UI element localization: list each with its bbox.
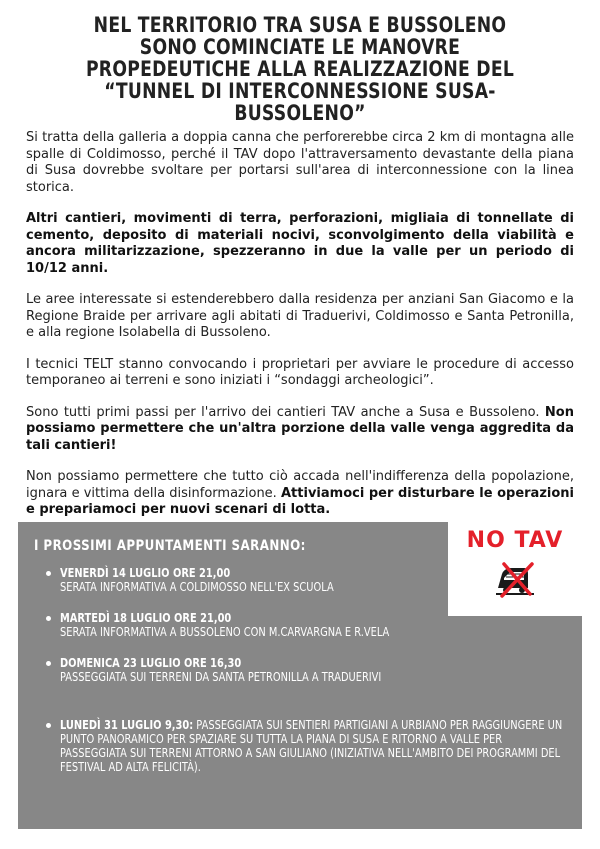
appointment-what: PASSEGGIATA SUI TERRENI DA SANTA PETRONILLA A TRADUERIVI <box>60 670 382 684</box>
appointment-when: DOMENICA 23 LUGLIO ORE 16,30 <box>60 656 242 670</box>
paragraph-1: Si tratta della galleria a doppia canna che perforerebbe circa 2 km di montagna alle spalle di Coldimosso, perché il TAV dopo l'attraversamento devastante della piana di Susa dovrebbe svoltare per portarsi sull'area di interconnessione con la linea storica. <box>26 130 574 195</box>
paragraph-6 <box>26 469 574 519</box>
list-item <box>38 718 568 774</box>
appointment-text <box>60 718 568 774</box>
paragraph-3: Le aree interessate si estenderebbero dalla residenza per anziani San Giacomo e la Regione Braide per arrivare agli abitati di Traduerivi, Coldimosso e Santa Petronilla, e alla regione Isolabella di Bussoleno. <box>26 292 574 340</box>
appointments-list <box>38 566 568 774</box>
bullet-icon <box>46 616 51 621</box>
paragraph-6-normal: Non possiamo permettere che tutto ciò accada nell'indifferenza della popolazione, ignara e vittima della disinformazione. <box>26 469 574 501</box>
paragraph-2 <box>26 211 574 277</box>
paragraph-5 <box>26 405 574 455</box>
page-title: NEL TERRITORIO TRA SUSA E BUSSOLENO SONO COMINCIATE LE MANOVRE PROPEDEUTICHE ALLA REALIZZAZIONE DEL “TUNNEL DI INTERCONNESSIONE SUSA-BUSSOLENO” <box>85 13 515 125</box>
list-item <box>38 656 568 684</box>
appointment-when: VENERDÌ 14 LUGLIO ORE 21,00 <box>60 566 231 580</box>
paragraph-6-bold: Attiviamoci per disturbare le operazioni e prepariamoci per nuovi scenari di lotta. <box>26 485 574 517</box>
bullet-icon <box>46 571 51 576</box>
bullet-icon <box>46 661 51 666</box>
appointment-when: LUNEDÌ 31 LUGLIO 9,30: <box>60 718 194 732</box>
paragraph-5-bold: Non possiamo permettere che un'altra porzione della valle venga aggredita da tali cantieri! <box>26 404 574 453</box>
appointment-what: SERATA INFORMATIVA A BUSSOLENO CON M.CARVARGNA E R.VELA <box>60 625 390 639</box>
paragraph-2-bold: Altri cantieri, movimenti di terra, perforazioni, migliaia di tonnellate di cemento, deposito di materiali nocivi, sconvolgimento della viabilità e ancora militarizzazione, spezzeranno in due la valle per un periodo di 10/12 anni. <box>26 211 574 276</box>
appointment-what: SERATA INFORMATIVA A COLDIMOSSO NELL'EX SCUOLA <box>60 580 334 594</box>
list-item <box>38 611 568 639</box>
paragraph-5-normal: Sono tutti primi passi per l'arrivo dei cantieri TAV anche a Susa e Bussoleno. <box>26 404 545 420</box>
bullet-icon <box>46 723 51 728</box>
appointment-when: MARTEDÌ 18 LUGLIO ORE 21,00 <box>60 611 232 625</box>
appointment-what: PASSEGGIATA SUI SENTIERI PARTIGIANI A URBIANO PER RAGGIUNGERE UN PUNTO PANORAMICO PER SPAZIARE SU TUTTA LA PIANA DI SUSA E RITORNO A VALLE PER PASSEGGIATA SUI TERRENI ATTORNO A SAN GIULIANO (INIZIATIVA NELL'AMBITO DEI PROGRAMMI DEL FESTIVAL AD ALTA FELICITÀ). <box>60 718 563 774</box>
list-item <box>38 566 568 594</box>
badge-text: NO TAV <box>466 528 564 553</box>
appointments-heading: I PROSSIMI APPUNTAMENTI SARANNO: <box>34 538 306 554</box>
body-text <box>26 130 574 534</box>
paragraph-4: I tecnici TELT stanno convocando i proprietari per avviare le procedure di accesso temporaneo ai terreni e sono iniziati i “sondaggi archeologici”. <box>26 356 574 388</box>
